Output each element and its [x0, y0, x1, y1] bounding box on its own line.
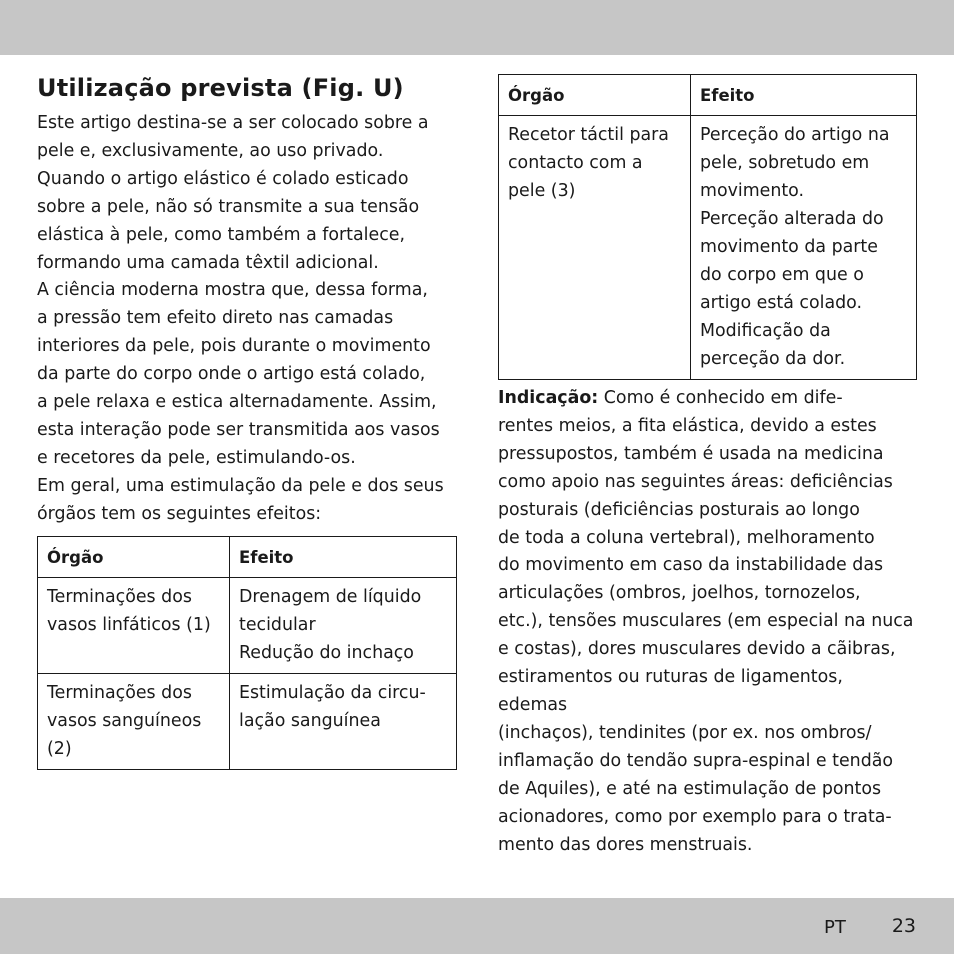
- table-header-row: [499, 75, 917, 116]
- left-column: [37, 72, 457, 770]
- header-band: [0, 0, 954, 55]
- table-header-effect: Efeito: [230, 536, 457, 577]
- table-row: [38, 673, 457, 769]
- page-number: 23: [891, 915, 916, 937]
- table-cell-effect: Estimulação da circu- lação sanguínea: [230, 673, 457, 769]
- organ-effect-table-2: [498, 74, 917, 380]
- table-header-organ: Órgão: [499, 75, 691, 116]
- table-header-effect: Efeito: [691, 75, 917, 116]
- table-row: [499, 116, 917, 380]
- footer-band: [0, 898, 954, 954]
- intro-paragraph: Este artigo destina-se a ser colocado sobre a pele e, exclusivamente, ao uso privado. Quando o artigo elástico é colado esticado sobre a pele, não só transmite a sua tensão elástica à pele, como também a fortalece, formando uma camada têxtil adicional.: [37, 113, 429, 273]
- organ-effect-table-1: [37, 536, 457, 770]
- table-header-organ: Órgão: [38, 536, 230, 577]
- right-column: [498, 74, 917, 859]
- table-header-row: [38, 536, 457, 577]
- table-cell-effect: Drenagem de líquido tecidular Redução do inchaço: [230, 577, 457, 673]
- indication-label: Indicação:: [498, 388, 599, 408]
- table-cell-effect: Perceção do artigo na pele, sobretudo em movimento. Perceção alterada do movimento da parte do corpo em que o artigo está colado. Modificação da perceção da dor.: [691, 116, 917, 380]
- indication-paragraph: [498, 385, 917, 859]
- science-paragraph: A ciência moderna mostra que, dessa forma, a pressão tem efeito direto nas camadas interiores da pele, pois durante o movimento da parte do corpo onde o artigo está colado, a pele relaxa e estica alternadamente. Assim, esta interação pode ser transmitida aos vasos e recetores da pele, estimulando-os.: [37, 280, 440, 468]
- table-cell-organ: Terminações dos vasos sanguíneos (2): [38, 673, 230, 769]
- section-title: Utilização prevista (Fig. U): [37, 74, 404, 102]
- indication-text: Como é conhecido em dife- rentes meios, a fita elástica, devido a estes pressupostos, também é usada na medicina como apoio nas seguintes áreas: deficiências posturais (deficiências posturais ao longo de toda a coluna vertebral), melhoramento do movimento em caso da instabilidade das articulações (ombros, joelhos, tornozelos, etc.), tensões musculares (em especial na nuca e costas), dores musculares devido a cãibras, estiramentos ou ruturas de ligamentos, edemas (inchaços), tendinites (por ex. nos ombros/ inflamação do tendão supra-espinal e tendão de Aquiles), e até na estimulação de pontos acionadores, como por exemplo para o trata- mento das dores menstruais.: [498, 388, 914, 855]
- effects-intro-paragraph: Em geral, uma estimulação da pele e dos seus órgãos tem os seguintes efeitos:: [37, 475, 444, 524]
- table-row: [38, 577, 457, 673]
- table-cell-organ: Recetor táctil para contacto com a pele (3): [499, 116, 691, 380]
- footer-language: PT: [824, 917, 846, 938]
- table-cell-organ: Terminações dos vasos linfáticos (1): [38, 577, 230, 673]
